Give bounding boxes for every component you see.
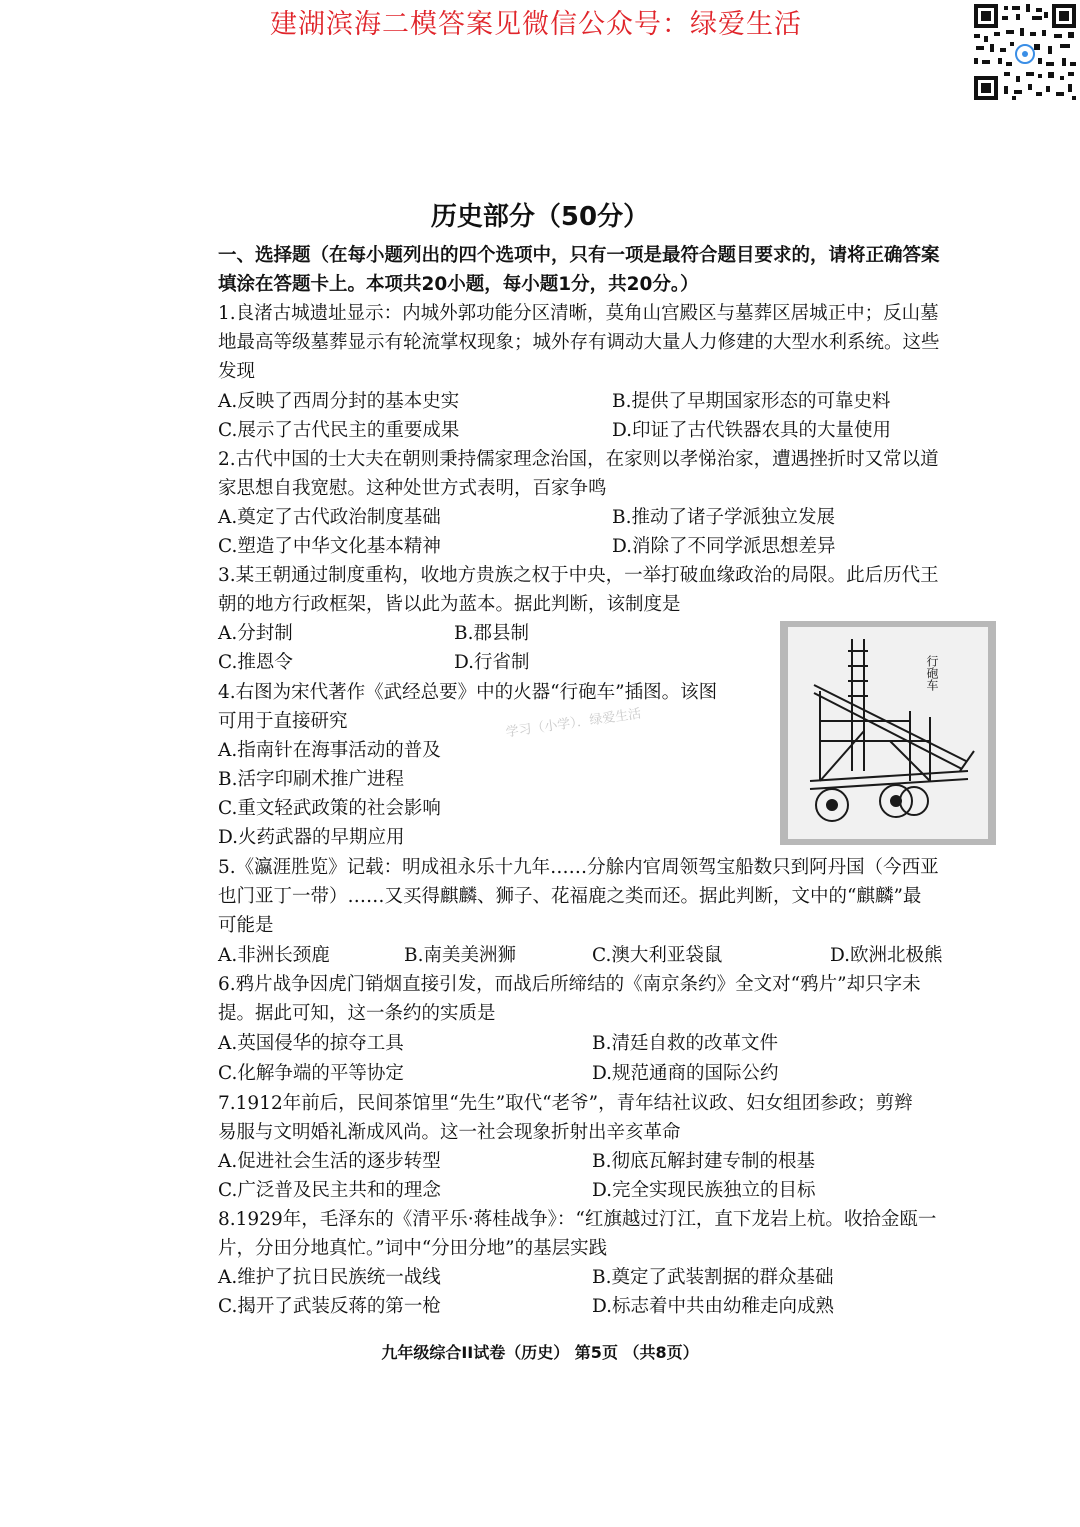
question-stem: 提。据此可知，这一条约的实质是 (218, 1003, 496, 1024)
option-c: C.展示了古代民主的重要成果 (218, 420, 460, 441)
question-stem: 6.鸦片战争因虎门销烟直接引发，而战后所缔结的《南京条约》全文对“鸦片”却只字未 (218, 974, 921, 995)
catapult-cart-illustration (780, 621, 996, 845)
question-stem: 也门亚丁一带）……又买得麒麟、狮子、花福鹿之类而还。据此判断，文中的“麒麟”最 (218, 886, 922, 907)
page-footer: 九年级综合II试卷（历史） 第5页 （共8页） (381, 1343, 699, 1362)
qr-code-icon[interactable] (972, 2, 1078, 102)
option-b: B.活字印刷术推广进程 (218, 769, 404, 790)
option-d: D.消除了不同学派思想差异 (612, 536, 836, 557)
question-stem: 5.《瀛涯胜览》记载：明成祖永乐十九年……分艅内官周领驾宝船数只到阿丹国（今西亚 (218, 857, 939, 878)
option-b: B.南美美洲狮 (404, 945, 516, 966)
option-b: B.奠定了武装割据的群众基础 (592, 1267, 834, 1288)
question-stem: 朝的地方行政框架，皆以此为蓝本。据此判断，该制度是 (218, 594, 681, 615)
option-c: C.推恩令 (218, 652, 293, 673)
option-b: B.彻底瓦解封建专制的根基 (592, 1151, 815, 1172)
option-a: A.指南针在海事活动的普及 (218, 740, 441, 761)
option-a: A.促进社会生活的逐步转型 (218, 1151, 441, 1172)
option-a: A.英国侵华的掠夺工具 (218, 1033, 404, 1054)
header-banner: 建湖滨海二模答案见微信公众号：绿爱生活 (270, 9, 802, 40)
option-b: B.提供了早期国家形态的可靠史料 (612, 391, 891, 412)
question-stem: 8.1929年，毛泽东的《清平乐·蒋桂战争》：“红旗越过汀江，直下龙岩上杭。收拾金瓯一 (218, 1209, 937, 1230)
option-a: A.维护了抗日民族统一战线 (218, 1267, 441, 1288)
question-stem: 地最高等级墓葬显示有轮流掌权现象；城外存有调动大量人力修建的大型水利系统。这些 (218, 332, 940, 353)
option-c: C.化解争端的平等协定 (218, 1063, 404, 1084)
watermark-text: 学习（小学）．绿爱生活 (504, 706, 643, 741)
question-stem: 7.1912年前后，民间茶馆里“先生”取代“老爷”，青年结社议政、妇女组团参政；剪辫 (218, 1093, 913, 1114)
option-c: C.揭开了武装反蒋的第一枪 (218, 1296, 441, 1317)
option-d: D.印证了古代铁器农具的大量使用 (612, 420, 892, 441)
option-a: A.非洲长颈鹿 (218, 945, 330, 966)
question-stem: 发现 (218, 361, 256, 382)
option-d: D.规范通商的国际公约 (592, 1063, 779, 1084)
option-d: D.标志着中共由幼稚走向成熟 (592, 1296, 835, 1317)
option-c: C.澳大利亚袋鼠 (592, 945, 723, 966)
option-c: C.塑造了中华文化基本精神 (218, 536, 441, 557)
option-b: B.清廷自救的改革文件 (592, 1033, 778, 1054)
question-stem: 2.古代中国的士大夫在朝则秉持儒家理念治国，在家则以孝悌治家，遭遇挫折时又常以道 (218, 449, 939, 470)
option-a: A.分封制 (218, 623, 293, 644)
question-stem: 易服与文明婚礼渐成风尚。这一社会现象折射出辛亥革命 (218, 1122, 681, 1143)
option-d: D.欧洲北极熊 (830, 945, 943, 966)
question-stem: 3.某王朝通过制度重构，收地方贵族之权于中央，一举打破血缘政治的局限。此后历代王 (218, 565, 939, 586)
option-c: C.广泛普及民主共和的理念 (218, 1180, 441, 1201)
option-d: D.火药武器的早期应用 (218, 827, 405, 848)
figure-caption: 行砲车 (925, 655, 939, 691)
question-stem: 1.良渚古城遗址显示：内城外郭功能分区清晰，莫角山宫殿区与墓葬区居城正中；反山墓 (218, 303, 939, 324)
option-d: D.行省制 (454, 652, 530, 673)
question-stem: 4.右图为宋代著作《武经总要》中的火器“行砲车”插图。该图 (218, 682, 718, 703)
option-a: A.奠定了古代政治制度基础 (218, 507, 441, 528)
question-stem: 可用于直接研究 (218, 711, 348, 732)
page-title: 历史部分（50分） (430, 202, 650, 232)
option-d: D.完全实现民族独立的目标 (592, 1180, 816, 1201)
question-stem: 可能是 (218, 915, 274, 936)
section-heading-line: 填涂在答题卡上。本项共20小题，每小题1分，共20分。） (218, 274, 699, 295)
option-a: A.反映了西周分封的基本史实 (218, 391, 460, 412)
option-b: B.郡县制 (454, 623, 529, 644)
question-stem: 片，分田分地真忙。”词中“分田分地”的基层实践 (218, 1238, 608, 1259)
question-stem: 家思想自我宽慰。这种处世方式表明，百家争鸣 (218, 478, 607, 499)
option-b: B.推动了诸子学派独立发展 (612, 507, 835, 528)
section-heading-line: 一、选择题（在每小题列出的四个选项中，只有一项是最符合题目要求的，请将正确答案 (218, 245, 940, 266)
option-c: C.重文轻武政策的社会影响 (218, 798, 441, 819)
